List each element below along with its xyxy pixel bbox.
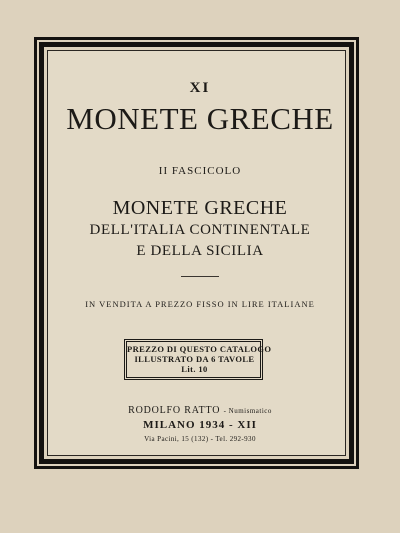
ornament-rule — [181, 276, 219, 277]
publisher-role: - Numismatico — [223, 407, 272, 415]
price-box — [126, 341, 272, 378]
city-year: MILANO 1934 - XII — [143, 419, 257, 431]
address: Via Pacini, 15 (132) - Tel. 292-930 — [144, 435, 256, 443]
subtitle-line-3: E DELLA SICILIA — [136, 243, 264, 259]
publisher — [0, 405, 400, 416]
price-box-line-2: ILLUSTRATO DA 6 TAVOLE — [134, 354, 255, 364]
price-box-line-1: PREZZO DI QUESTO CATALOGO — [127, 344, 272, 354]
series-number: XI — [189, 80, 211, 96]
main-title: MONETE GRECHE — [66, 101, 334, 136]
subtitle-line-1: MONETE GRECHE — [112, 197, 288, 219]
price-box-line-3: Lit. 10 — [181, 364, 208, 374]
sale-note: IN VENDITA A PREZZO FISSO IN LIRE ITALIANE — [85, 299, 315, 309]
subtitle-line-2: DELL'ITALIA CONTINENTALE — [89, 222, 311, 238]
publisher-name: RODOLFO RATTO — [128, 405, 221, 416]
fascicolo-label: II FASCICOLO — [158, 165, 242, 177]
